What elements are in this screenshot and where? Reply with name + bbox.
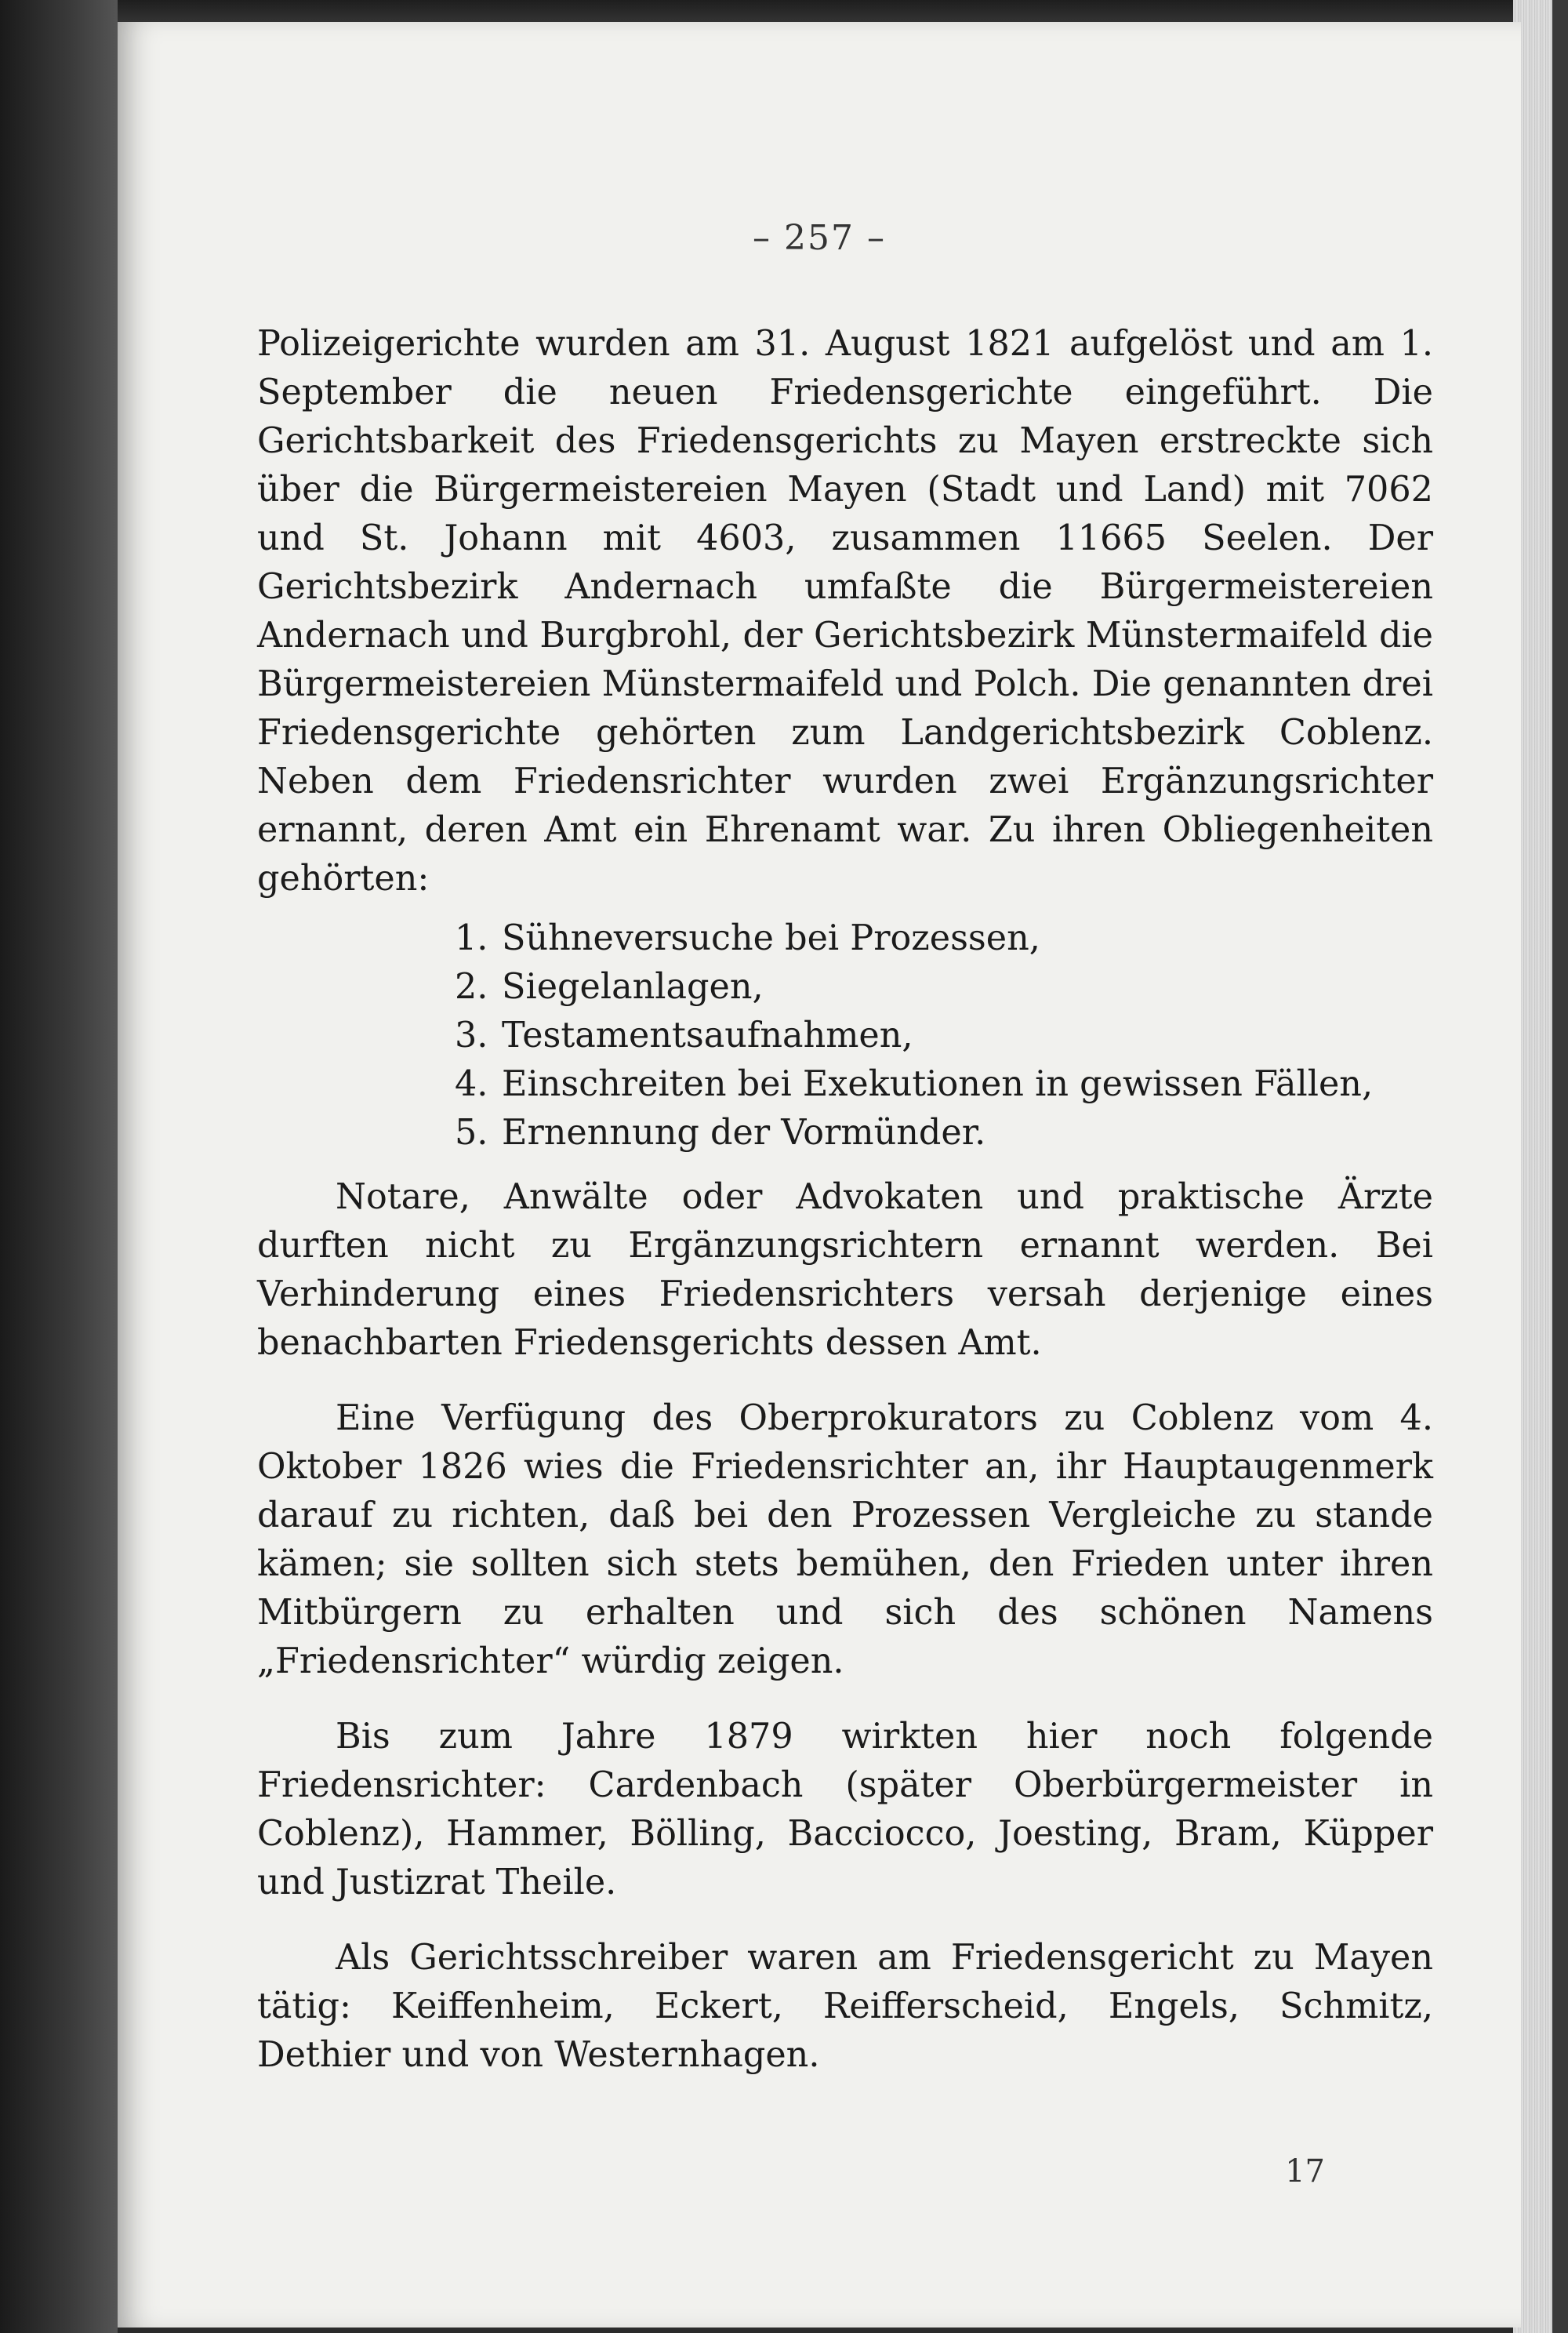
signature-mark: 17 — [1285, 2153, 1325, 2189]
list-text: Siegelanlagen, — [502, 967, 764, 1007]
paragraph-4: Bis zum Jahre 1879 wirkten hier noch folgende Friedensrichter: Cardenbach (später Oberbürgermeister in Coblenz), Hammer, Bölling, Bacciocco, Joesting, Bram, Küpper und Justizrat Theile. — [257, 1717, 1433, 1902]
list-number: 5. — [455, 1113, 488, 1153]
list-text: Testamentsaufnahmen, — [502, 1016, 913, 1056]
list-number: 2. — [455, 967, 488, 1007]
page-stack-shadow — [1552, 0, 1568, 2333]
list-number: 3. — [455, 1016, 488, 1056]
page-number: – 257 – — [753, 218, 886, 258]
list-number: 4. — [455, 1064, 488, 1104]
list-number: 1. — [455, 918, 488, 958]
list-text: Sühneversuche bei Prozessen, — [502, 918, 1040, 958]
paragraph-2: Notare, Anwälte oder Advokaten und praktische Ärzte durften nicht zu Ergänzungsrichtern ernannt werden. Bei Verhinderung eines Friedensrichters versah derjenige eines benachbarten Friedensgerichts dessen Amt. — [257, 1177, 1433, 1363]
book-page — [118, 22, 1521, 2328]
paragraph-5: Als Gerichtsschreiber waren am Friedensgericht zu Mayen tätig: Keiffenheim, Eckert, Reifferscheid, Engels, Schmitz, Dethier und von Westernhagen. — [257, 1938, 1433, 2075]
list-item — [455, 963, 1433, 1012]
list-item — [455, 914, 1433, 963]
paragraph-3: Eine Verfügung des Oberprokurators zu Coblenz vom 4. Oktober 1826 wies die Friedensrichter an, ihr Hauptaugenmerk darauf zu richten, daß bei den Prozessen Vergleiche zu stande kämen; sie sollten sich stets bemühen, den Frieden unter ihren Mitbürgern zu erhalten und sich des schönen Namens „Friedensrichter“ würdig zeigen. — [257, 1398, 1433, 1681]
list-text: Ernennung der Vormünder. — [502, 1113, 986, 1153]
paragraph-1: Polizeigerichte wurden am 31. August 1821 aufgelöst und am 1. September die neuen Friedensgerichte eingeführt. Die Gerichtsbarkeit des Friedensgerichts zu Mayen erstreckte sich über die Bürgermeistereien Mayen (Stadt und Land) mit 7062 und St. Johann mit 4603, zusammen 11665 Seelen. Der Gerichtsbezirk Andernach umfaßte die Bürgermeistereien Andernach und Burgbrohl, der Gerichtsbezirk Münstermaifeld die Bürgermeistereien Münstermaifeld und Polch. Die genannten drei Friedensgerichte gehörten zum Landgerichtsbezirk Coblenz. Neben dem Friedensrichter wurden zwei Ergänzungsrichter ernannt, deren Amt ein Ehrenamt war. Zu ihren Obliegenheiten gehörten: — [257, 324, 1433, 899]
list-item — [455, 1012, 1433, 1060]
page-body — [257, 320, 1433, 2080]
book-binding — [0, 0, 118, 2333]
list-text: Einschreiten bei Exekutionen in gewissen Fällen, — [502, 1064, 1374, 1104]
list-item — [455, 1109, 1433, 1157]
list-item — [455, 1060, 1433, 1109]
duties-list — [257, 914, 1433, 1157]
